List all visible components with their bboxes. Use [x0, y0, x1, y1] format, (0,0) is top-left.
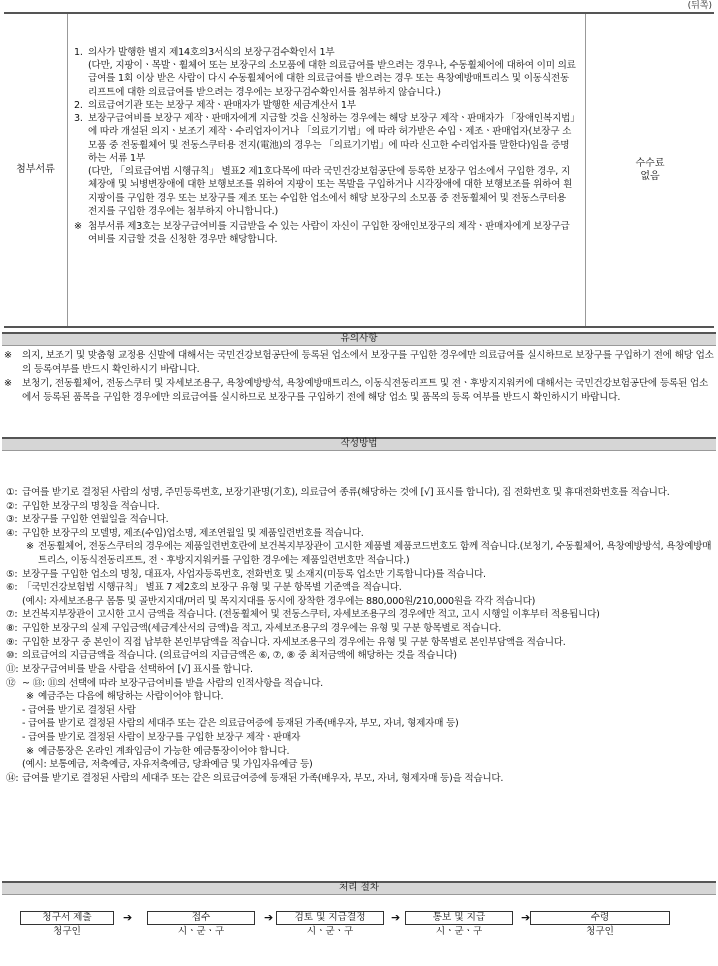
fee-text: 수수료 없음 — [635, 157, 665, 182]
method-line: - 급여를 받기로 결정된 사람 — [22, 704, 136, 716]
method-line: ⑦: 보건복지부장관이 고시한 고시 금액을 적습니다. (전동휠체어 및 전동스쿠터, 자세보조용구의 경우에만 적고, 고시 시행일 이후부터 적용됩니다) — [6, 609, 600, 621]
method-list — [6, 486, 712, 785]
method-line: ⑨: 구입한 보장구 중 본인이 직접 납부한 본인부담액을 적습니다. 자세보조용구의 경우에는 유형 및 구분 항목별로 본인부담액을 적습니다. — [6, 636, 566, 648]
method-line: ②: 구입한 보장구의 명칭을 적습니다. — [6, 500, 160, 512]
method-line: ※ 예금주는 다음에 해당하는 사람이어야 합니다. — [26, 691, 224, 703]
method-line: ⑪: 보장구급여비를 받을 사람을 선택하여 [√] 표시를 합니다. — [6, 663, 253, 675]
step-actor: 시ㆍ군ㆍ구 — [306, 926, 354, 937]
method-line: (예시: 자세보조용구 몸통 및 골반지지대/머리 및 목지지대를 동시에 장착한 경우에는 880,000원/210,000원을 각각 적습니다) — [22, 595, 536, 607]
procedure-title: 처리 절차 — [338, 882, 380, 894]
arrow-icon: ➔ — [521, 911, 531, 924]
method-line: ⑤: 보장구를 구입한 업소의 명칭, 대표자, 사업자등록번호, 전화번호 및 소재지(미등록 업소만 기록합니다)를 적습니다. — [6, 568, 486, 580]
method-line: ③: 보장구를 구입한 연월일을 적습니다. — [6, 514, 169, 526]
attachment-star-note: ※ 첨부서류 제3호는 보장구급여비를 지급받을 수 있는 사람이 자신이 구입한 장애인보장구의 제작ㆍ판매자에게 보장구급여비를 지급할 것을 신청한 경우만 해당합니다. — [74, 221, 570, 246]
method-line: - 급여를 받기로 결정된 사람의 세대주 또는 같은 의료급여증에 등재된 가족(배우자, 부모, 자녀, 형제자매 등) — [22, 718, 459, 730]
method-line: ①: 급여를 받기로 결정된 사람의 성명, 주민등록번호, 보장기관명(기호), 의료급여 종류(해당하는 것에 [√] 표시를 합니다), 집 전화번호 및 휴대전화번호를 적습니다. — [6, 487, 670, 498]
method-line: ⑭: 급여를 받기로 결정된 사람의 세대주 또는 같은 의료급여증에 등재된 가족(배우자, 부모, 자녀, 형제자매 등)을 적습니다. — [6, 772, 504, 784]
step-box: 검토 및 지급결정 — [276, 911, 384, 925]
step-actor: 청구인 — [53, 926, 81, 937]
fee-cell — [586, 14, 714, 326]
procedure-flow — [16, 911, 716, 951]
method-line: ⑥: 「국민건강보험법 시행규칙」 별표 7 제2호의 보장구 유형 및 구분 항목별 기준액을 적습니다. — [6, 582, 402, 594]
arrow-icon: ➔ — [264, 911, 274, 924]
attachments-section — [4, 12, 714, 328]
method-line: ④: 구입한 보장구의 모델명, 제조(수입)업소명, 제조연월일 및 제품일련번호를 적습니다. — [6, 527, 364, 539]
method-line: ⑧: 구입한 보장구의 실제 구입금액(세금계산서의 금액)을 적고, 자세보조용구의 경우에는 유형 및 구분 항목별로 적습니다. — [6, 623, 502, 635]
attachment-item: 2. 의료급여기관 또는 보장구 제작ㆍ판매자가 발행한 세금계산서 1부 — [74, 99, 356, 111]
method-line: ⑫ ~ ⑬: ⑪의 선택에 따라 보장구급여비를 받을 사람의 인적사항을 적습니다. — [6, 677, 323, 689]
attachment-item: 3. 보장구급여비를 보장구 제작ㆍ판매자에게 지급할 것을 신청하는 경우에는 해당 보장구 제작ㆍ판매자가 「장애인복지법」에 따라 개설된 의지ㆍ보조기 제작ㆍ수리업자이거나 「의료기기법」에 따라 허가받은 수입ㆍ제조ㆍ판매업자(보장구 소모품 중 전동휠체어 및 전동스쿠터용 전지(電池)의 경우는 「의료기기법」에 따라 신고한 수리업자를 말한다)임을 증명하는 서류 1부 — [74, 113, 575, 164]
method-line: - 급여를 받기로 결정된 사람이 보장구를 구입한 보장구 제작ㆍ판매자 — [22, 731, 301, 743]
step-box: 수령 — [530, 911, 670, 925]
method-title-bar — [2, 437, 716, 451]
attachments-label: 첨부서류 — [4, 14, 68, 326]
procedure-title-bar — [2, 881, 716, 895]
step-actor: 청구인 — [586, 926, 614, 937]
attachment-item-note: (다만, 「의료급여법 시행규칙」 별표2 제1호다목에 따라 국민건강보험공단에 등록한 보장구 업소에서 구입한 경우, 지체장애 및 뇌병변장애에 대한 보행보조를 위하여 지팡이 또는 목발을 구입하거나 시각장애에 대한 보행보조를 위하여 흰지팡이를 구입한 경우 또는 보장구를 제조 또는 수입한 업소에서 해당 보장구의 소모품 중 전동휠체어 및 전동스쿠터용 전지를 구입한 경우에는 첨부하지 아니합니다.) — [88, 166, 573, 217]
attachments-body — [68, 14, 586, 326]
notice-list — [4, 349, 714, 405]
arrow-icon: ➔ — [391, 911, 401, 924]
attachment-item-note: (다만, 지팡이ㆍ목발ㆍ휠체어 또는 보장구의 소모품에 대한 의료급여를 받으려는 경우나, 수동휠체어에 대하여 이미 의료급여를 1회 이상 받은 사람이 다시 수동휠체어에 대한 의료급여를 받으려는 경우 또는 욕창예방매트리스 및 이동식전동리프트에 대한 의료급여를 받으려는 경우에는 보장구검수확인서를 첨부하지 않습니다.) — [88, 60, 576, 98]
notice-item: ※ 보청기, 전동휠체어, 전동스쿠터 및 자세보조용구, 욕창예방방석, 욕창예방매트리스, 이동식전동리프트 및 전ㆍ후방지지워커에 대해서는 국민건강보험공단에 등록된 업소에서 등록된 품목을 구입한 경우에만 의료급여를 실시하므로 보장구를 구입하기 전에 해당 업소 및 품목의 등록 여부를 반드시 확인하시기 바랍니다. — [4, 378, 709, 403]
step-actor: 시ㆍ군ㆍ구 — [177, 926, 225, 937]
notice-title-bar — [2, 332, 716, 346]
step-box: 통보 및 지급 — [405, 911, 513, 925]
method-line: ※ 예금통장은 온라인 계좌입금이 가능한 예금통장이어야 합니다. — [26, 745, 290, 757]
method-line: (예시: 보통예금, 저축예금, 자유저축예금, 당좌예금 및 가입자유예금 등) — [22, 759, 313, 771]
back-side-label: (뒤쪽) — [687, 1, 712, 11]
notice-title: 유의사항 — [340, 333, 378, 345]
attachment-item: 1. 의사가 발행한 별지 제14호의3서식의 보장구검수확인서 1부 — [74, 47, 335, 58]
method-title: 작성방법 — [340, 438, 378, 450]
arrow-icon: ➔ — [123, 911, 133, 924]
notice-item: ※ 의지, 보조기 및 맞춤형 교정용 신발에 대해서는 국민건강보험공단에 등록된 업소에서 보장구를 구입한 경우에만 의료급여를 실시하므로 보장구를 구입하기 전에 해당 업소의 등록여부를 반드시 확인하시기 바랍니다. — [4, 350, 714, 375]
step-box: 접수 — [147, 911, 255, 925]
method-line: ⑩: 의료급여의 지급금액을 적습니다. (의료급여의 지급금액은 ⑥, ⑦, ⑧ 중 최저금액에 해당하는 것을 적습니다) — [6, 650, 457, 662]
step-box: 청구서 제출 — [20, 911, 114, 925]
method-line: ※ 전동휠체어, 전동스쿠터의 경우에는 제품일련번호란에 보건복지부장관이 고시한 제품별 제품코드번호도 함께 적습니다.(보청기, 수동휠체어, 욕창예방방석, 욕창예방매트리스, 이동식전동리프트, 전ㆍ후방지지워커를 구입한 경우에는 제품일련번호만 적습니다.) — [26, 541, 712, 567]
step-actor: 시ㆍ군ㆍ구 — [435, 926, 483, 937]
